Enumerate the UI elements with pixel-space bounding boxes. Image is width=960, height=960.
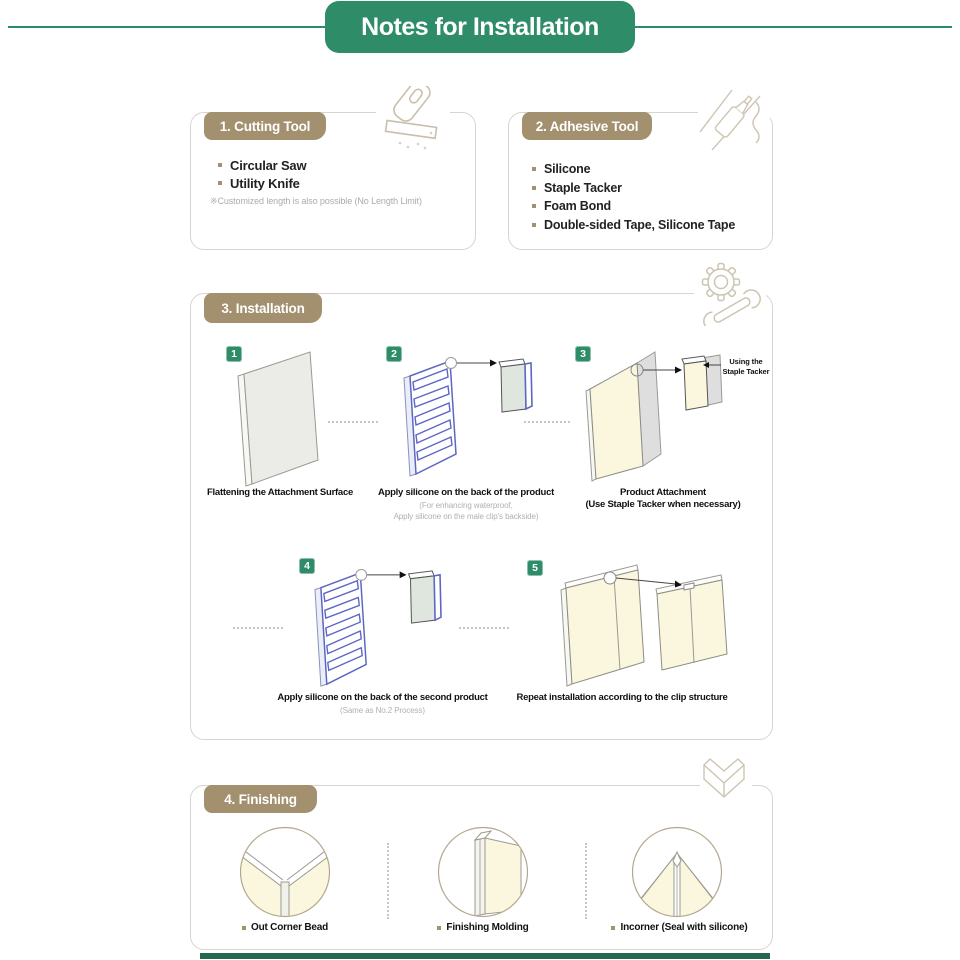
footer-bar (200, 953, 770, 959)
step-2-caption (366, 487, 566, 522)
bullet-icon (611, 926, 615, 930)
step-5-caption: Repeat installation according to the clip structure (516, 692, 728, 703)
step-2-caption-main: Apply silicone on the back of the product (377, 487, 555, 498)
adhesive-tool-heading: 2. Adhesive Tool (522, 112, 652, 140)
cutting-tool-heading: 1. Cutting Tool (204, 112, 326, 140)
gear-wrench-icon (694, 262, 766, 326)
list-item-label: Circular Saw (230, 157, 307, 173)
step-4-caption-note: (Same as No.2 Process) (340, 706, 425, 715)
installation-heading: 3. Installation (204, 293, 322, 323)
separator-dotted (233, 627, 283, 629)
note-line: (For enhancing waterproof, (419, 501, 513, 510)
label-text: Finishing Molding (446, 922, 529, 933)
finishing-molding-diagram (435, 824, 531, 925)
bullet-icon (218, 181, 222, 185)
step-3-badge: 3 (575, 346, 591, 362)
step-3-annotation: Using the Staple Tacker (722, 357, 770, 376)
step-3-caption-sub: (Use Staple Tacker when necessary) (585, 499, 741, 510)
utility-knife-icon (376, 86, 450, 152)
step-2-badge: 2 (386, 346, 402, 362)
list-item-label: Staple Tacker (544, 180, 622, 195)
cutting-tool-note: ※Customized length is also possible (No Length Limit) (210, 196, 422, 206)
separator-dotted (459, 627, 509, 629)
separator-dotted (328, 421, 378, 423)
incorner-label (597, 922, 762, 933)
step-5-diagram (538, 562, 743, 695)
separator-dotted-vertical (585, 843, 587, 919)
bullet-icon (218, 163, 222, 167)
list-item (532, 179, 735, 198)
list-item-label: Utility Knife (230, 175, 300, 191)
step-3-diagram (580, 350, 725, 490)
page-title: Notes for Installation (325, 1, 635, 53)
out-corner-bead-label (230, 922, 340, 933)
note-line: Apply silicone on the male clip's backside) (393, 511, 539, 521)
bullet-icon (532, 204, 536, 208)
out-corner-bead-diagram (237, 824, 333, 925)
list-item-label: Foam Bond (544, 199, 611, 214)
step-4-caption-main: Apply silicone on the back of the second product (277, 692, 488, 703)
finishing-heading: 4. Finishing (204, 785, 317, 813)
list-item (218, 174, 306, 192)
bullet-icon (532, 223, 536, 227)
bullet-icon (242, 926, 246, 930)
bullet-icon (532, 167, 536, 171)
list-item-label: Silicone (544, 162, 591, 177)
list-item-label: Double-sided Tape, Silicone Tape (544, 217, 736, 232)
cutting-tool-list (218, 156, 306, 192)
label-text: Out Corner Bead (250, 922, 328, 933)
incorner-diagram (629, 824, 725, 925)
bullet-icon (532, 186, 536, 190)
step-4-badge: 4 (299, 558, 315, 574)
step-4-diagram (308, 566, 448, 699)
step-2-diagram (398, 354, 538, 489)
step-5-badge: 5 (527, 560, 543, 576)
label-text: Incorner (Seal with silicone) (620, 922, 748, 933)
step-1-caption: Flattening the Attachment Surface (206, 487, 354, 498)
finishing-molding-label (420, 922, 546, 933)
step-3-caption-main: Product Attachment (620, 487, 706, 498)
step-4-caption (275, 692, 490, 717)
step-1-diagram (230, 348, 330, 493)
caulk-tube-icon (698, 86, 770, 152)
separator-dotted-vertical (387, 843, 389, 919)
list-item (532, 216, 735, 235)
list-item (532, 197, 735, 216)
step-1-badge: 1 (226, 346, 242, 362)
list-item (218, 156, 306, 174)
step-3-caption (578, 487, 748, 511)
separator-dotted (524, 421, 570, 423)
list-item (532, 160, 735, 179)
adhesive-tool-list (532, 160, 735, 234)
bullet-icon (437, 926, 441, 930)
corner-trim-icon (700, 755, 752, 805)
step-2-caption-note (366, 501, 566, 522)
